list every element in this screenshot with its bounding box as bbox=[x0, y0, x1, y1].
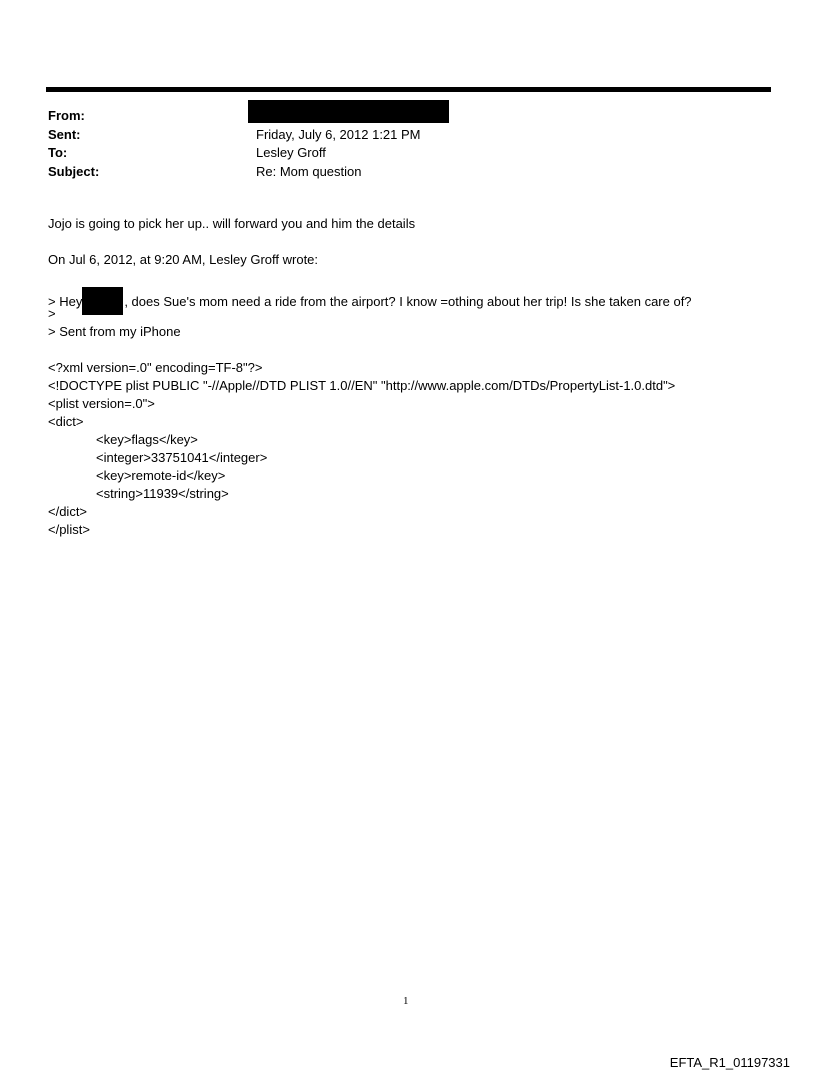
reply-text: Jojo is going to pick her up.. will forward you and him the details bbox=[48, 216, 416, 231]
xml-key-remote-id: <key>remote-id</key> bbox=[96, 468, 226, 483]
quote-rest: , does Sue's mom need a ride from the airport? I know =othing about her trip! Is she taken care of? bbox=[124, 294, 692, 309]
quote-signature: > Sent from my iPhone bbox=[48, 324, 181, 339]
xml-declaration: <?xml version=.0" encoding=TF-8"?> bbox=[48, 360, 263, 375]
sent-label: Sent: bbox=[48, 126, 81, 142]
xml-dict-open: <dict> bbox=[48, 414, 84, 429]
xml-plist-open: <plist version=.0"> bbox=[48, 396, 155, 411]
sent-value: Friday, July 6, 2012 1:21 PM bbox=[256, 126, 421, 142]
header-rule bbox=[46, 87, 771, 92]
xml-doctype: <!DOCTYPE plist PUBLIC "-//Apple//DTD PLIST 1.0//EN" "http://www.apple.com/DTDs/PropertyList-1.0.dtd"> bbox=[48, 378, 676, 393]
quote-blank-line: > bbox=[48, 306, 56, 321]
xml-dict-close: </dict> bbox=[48, 504, 88, 519]
from-label: From: bbox=[48, 108, 85, 123]
to-value: Lesley Groff bbox=[256, 145, 326, 160]
xml-key-flags: <key>flags</key> bbox=[96, 432, 198, 447]
subject-value: Re: Mom question bbox=[256, 163, 362, 179]
to-label: To: bbox=[48, 145, 68, 160]
quoted-message-line bbox=[48, 287, 692, 315]
redaction-block-from bbox=[248, 100, 449, 123]
subject-label: Subject: bbox=[48, 163, 100, 179]
quote-prefix: > Hey bbox=[48, 294, 83, 309]
quote-attribution: On Jul 6, 2012, at 9:20 AM, Lesley Groff wrote: bbox=[48, 252, 319, 267]
xml-integer: <integer>33751041</integer> bbox=[96, 450, 268, 465]
xml-string: <string>11939</string> bbox=[96, 486, 229, 501]
bates-number: EFTA_R1_01197331 bbox=[669, 1055, 790, 1070]
page-number: 1 bbox=[403, 995, 409, 1007]
redaction-block-inline bbox=[82, 287, 123, 315]
xml-plist-close: </plist> bbox=[48, 522, 90, 537]
